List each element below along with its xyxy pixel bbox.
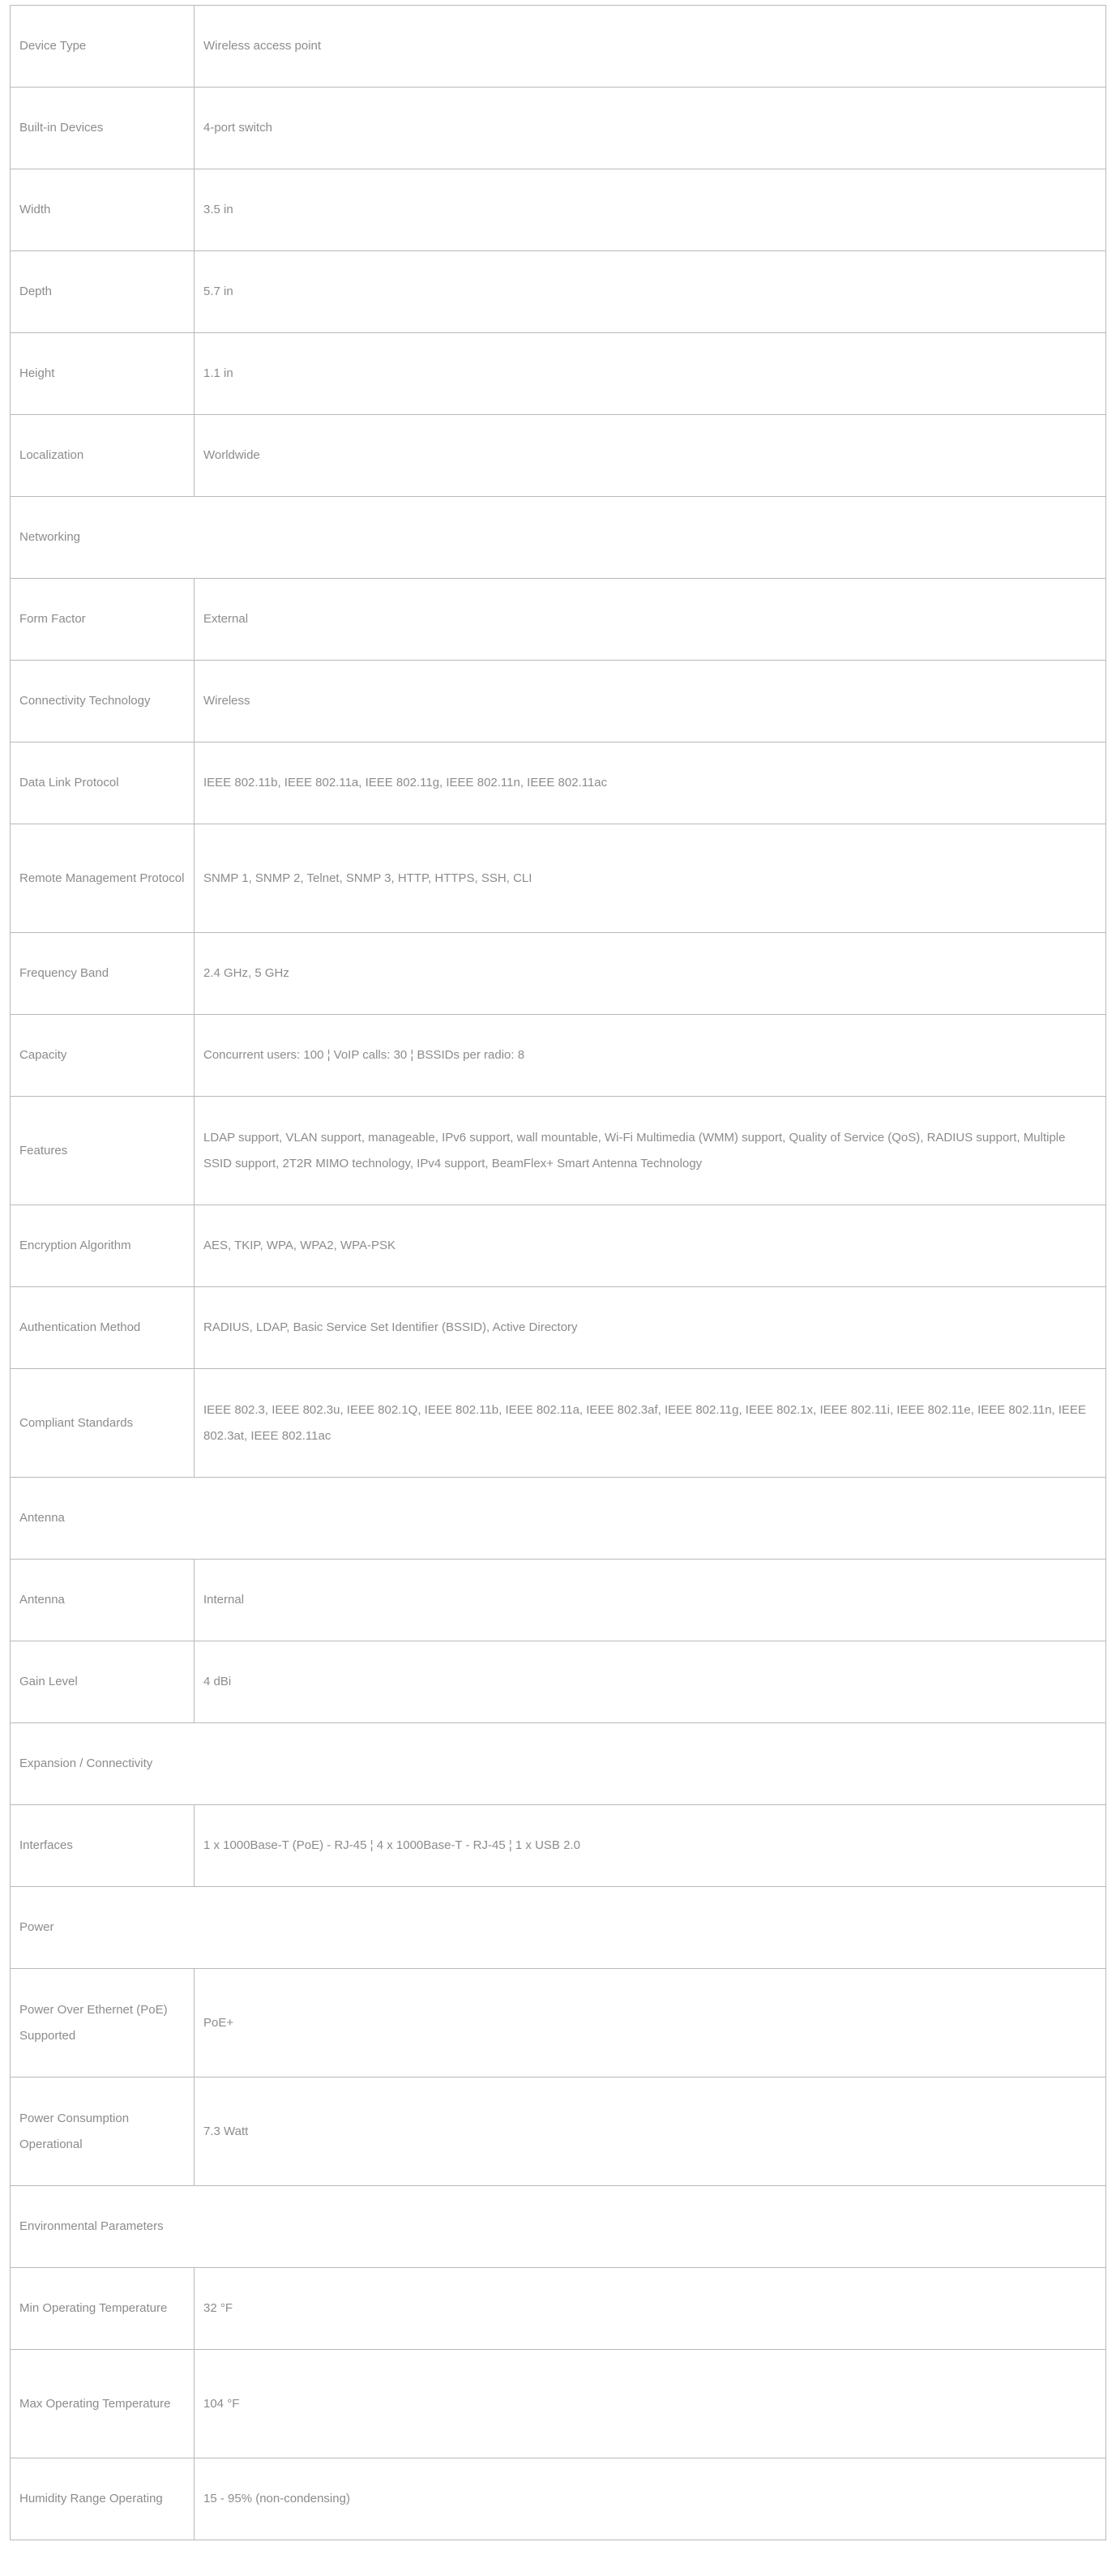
spec-row	[11, 6, 1106, 88]
spec-label: Device Type	[11, 6, 195, 88]
spec-value: RADIUS, LDAP, Basic Service Set Identifier (BSSID), Active Directory	[195, 1287, 1106, 1369]
spec-label: Remote Management Protocol	[11, 824, 195, 933]
spec-label: Power Over Ethernet (PoE) Supported	[11, 1969, 195, 2077]
spec-row	[11, 1205, 1106, 1287]
specifications-table-body	[11, 6, 1106, 2540]
spec-label: Power Consumption Operational	[11, 2077, 195, 2186]
specifications-table	[10, 5, 1106, 2540]
spec-label: Interfaces	[11, 1805, 195, 1887]
section-header-row	[11, 1887, 1106, 1969]
section-title: Power	[11, 1887, 1106, 1969]
spec-row	[11, 824, 1106, 933]
spec-value: 32 °F	[195, 2268, 1106, 2350]
spec-label: Humidity Range Operating	[11, 2458, 195, 2540]
spec-value: Internal	[195, 1560, 1106, 1641]
spec-value: 1.1 in	[195, 333, 1106, 415]
spec-row	[11, 579, 1106, 661]
spec-value: Concurrent users: 100 ¦ VoIP calls: 30 ¦ BSSIDs per radio: 8	[195, 1015, 1106, 1097]
spec-label: Data Link Protocol	[11, 742, 195, 824]
spec-row	[11, 88, 1106, 169]
spec-label: Connectivity Technology	[11, 661, 195, 742]
spec-row	[11, 1287, 1106, 1369]
spec-label: Features	[11, 1097, 195, 1205]
spec-row	[11, 1369, 1106, 1478]
spec-row	[11, 933, 1106, 1015]
spec-value: External	[195, 579, 1106, 661]
spec-row	[11, 333, 1106, 415]
spec-label: Compliant Standards	[11, 1369, 195, 1478]
spec-value: IEEE 802.11b, IEEE 802.11a, IEEE 802.11g, IEEE 802.11n, IEEE 802.11ac	[195, 742, 1106, 824]
spec-row	[11, 742, 1106, 824]
spec-value: Worldwide	[195, 415, 1106, 497]
section-title: Networking	[11, 497, 1106, 579]
section-header-row	[11, 497, 1106, 579]
spec-value: 4-port switch	[195, 88, 1106, 169]
spec-row	[11, 2458, 1106, 2540]
spec-label: Built-in Devices	[11, 88, 195, 169]
spec-row	[11, 2350, 1106, 2458]
spec-label: Encryption Algorithm	[11, 1205, 195, 1287]
spec-row	[11, 2268, 1106, 2350]
spec-value: 3.5 in	[195, 169, 1106, 251]
spec-value: Wireless access point	[195, 6, 1106, 88]
spec-value: PoE+	[195, 1969, 1106, 2077]
spec-value: AES, TKIP, WPA, WPA2, WPA-PSK	[195, 1205, 1106, 1287]
spec-row	[11, 1015, 1106, 1097]
spec-value: 2.4 GHz, 5 GHz	[195, 933, 1106, 1015]
section-header-row	[11, 1723, 1106, 1805]
section-title: Expansion / Connectivity	[11, 1723, 1106, 1805]
spec-label: Capacity	[11, 1015, 195, 1097]
spec-value: 7.3 Watt	[195, 2077, 1106, 2186]
spec-value: 5.7 in	[195, 251, 1106, 333]
spec-value: LDAP support, VLAN support, manageable, IPv6 support, wall mountable, Wi-Fi Multimedia (WMM) support, Quality of Service (QoS), RADIUS support, Multiple SSID support, 2T2R MIMO technology, IPv4 support, BeamFlex+ Smart Antenna Technology	[195, 1097, 1106, 1205]
spec-value: SNMP 1, SNMP 2, Telnet, SNMP 3, HTTP, HTTPS, SSH, CLI	[195, 824, 1106, 933]
spec-label: Max Operating Temperature	[11, 2350, 195, 2458]
spec-label: Gain Level	[11, 1641, 195, 1723]
section-title: Antenna	[11, 1478, 1106, 1560]
spec-row	[11, 251, 1106, 333]
spec-label: Width	[11, 169, 195, 251]
spec-label: Antenna	[11, 1560, 195, 1641]
section-header-row	[11, 1478, 1106, 1560]
spec-value: 104 °F	[195, 2350, 1106, 2458]
spec-value: 4 dBi	[195, 1641, 1106, 1723]
spec-row	[11, 2077, 1106, 2186]
spec-value: Wireless	[195, 661, 1106, 742]
spec-label: Min Operating Temperature	[11, 2268, 195, 2350]
spec-row	[11, 415, 1106, 497]
spec-row	[11, 1097, 1106, 1205]
spec-label: Authentication Method	[11, 1287, 195, 1369]
spec-value: 1 x 1000Base-T (PoE) - RJ-45 ¦ 4 x 1000Base-T - RJ-45 ¦ 1 x USB 2.0	[195, 1805, 1106, 1887]
spec-value: 15 - 95% (non-condensing)	[195, 2458, 1106, 2540]
spec-label: Localization	[11, 415, 195, 497]
spec-label: Form Factor	[11, 579, 195, 661]
spec-row	[11, 1805, 1106, 1887]
section-header-row	[11, 2186, 1106, 2268]
spec-label: Height	[11, 333, 195, 415]
spec-row	[11, 661, 1106, 742]
spec-row	[11, 1641, 1106, 1723]
spec-row	[11, 1560, 1106, 1641]
spec-label: Frequency Band	[11, 933, 195, 1015]
spec-value: IEEE 802.3, IEEE 802.3u, IEEE 802.1Q, IEEE 802.11b, IEEE 802.11a, IEEE 802.3af, IEEE 802.11g, IEEE 802.1x, IEEE 802.11i, IEEE 802.11e, IEEE 802.11n, IEEE 802.3at, IEEE 802.11ac	[195, 1369, 1106, 1478]
spec-row	[11, 1969, 1106, 2077]
spec-row	[11, 169, 1106, 251]
spec-label: Depth	[11, 251, 195, 333]
section-title: Environmental Parameters	[11, 2186, 1106, 2268]
